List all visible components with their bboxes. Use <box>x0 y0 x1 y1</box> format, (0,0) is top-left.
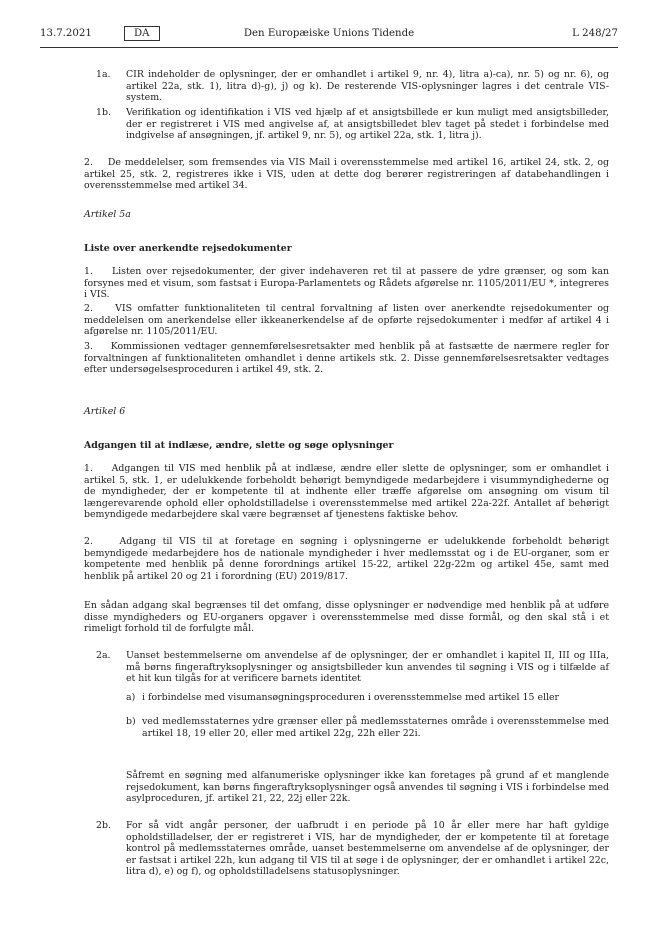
list-item-label: a) <box>126 692 136 703</box>
paragraph-label: 2b. <box>96 820 111 831</box>
paragraph-label: 1a. <box>96 69 111 80</box>
article-6-paragraph-2-continued: En sådan adgang skal begrænses til det omfang, disse oplysninger er nødvendige med henblik på at udføre disse myndigheders og EU-organers opgaver i overensstemmelse med disse formål, og den skal stå i et rimeligt forhold til de forfulgte mål. <box>84 600 609 635</box>
list-item-label: b) <box>126 716 136 727</box>
header-rule <box>40 47 618 48</box>
paragraph-2a <box>96 650 609 685</box>
paragraph-text: CIR indeholder de oplysninger, der er omhandlet i artikel 9, nr. 4), litra a)-ca), nr. 5) og nr. 6), og artikel 22a, stk. 1), litra d)-g), j) og k). De resterende VIS-oplysninger lagres i det centrale VIS-system. <box>126 69 609 104</box>
paragraph-text: 2. De meddelelser, som fremsendes via VIS Mail i overensstemmelse med artikel 16, artikel 24, stk. 2, og artikel 25, stk. 2, registreres ikke i VIS, uden at dette dog berører registreringen af databehandlingen i overensstemmelse med artikel 34. <box>84 157 612 192</box>
publication-date: 13.7.2021 <box>40 28 92 39</box>
list-item-text: ved medlemsstaternes ydre grænser eller på medlemsstaternes område i overensstemmelse med artikel 18, 19 eller 20, eller med artikel 22g, 22h eller 22i. <box>142 716 609 739</box>
list-item-a <box>126 692 609 704</box>
article-6-label: Artikel 6 <box>84 406 126 417</box>
paragraph-label: 2a. <box>96 650 111 661</box>
paragraph-label: 1b. <box>96 107 111 118</box>
article-5a-label: Artikel 5a <box>84 209 131 220</box>
paragraph-text: Uanset bestemmelserne om anvendelse af de oplysninger, der er omhandlet i kapitel II, III og IIIa, må børns fingeraftryksoplysninger og ansigtsbilleder kun anvendes til søgning i VIS og i tilfælde af et hit kun tilgås for at verificere barnets identitet <box>126 650 609 685</box>
page-number: L 248/27 <box>572 28 618 39</box>
paragraph-2 <box>84 157 612 192</box>
article-6-paragraph-1: 1. Adgangen til VIS med henblik på at indlæse, ændre eller slette de oplysninger, som er omhandlet i artikel 5, stk. 1, er udelukkende forbeholdt behørigt bemyndigede medarbejdere i visummyndighederne og de myndigheder, der er kompetente til at indhente eller træffe afgørelse om ansøgning om visum til længerevarende ophold eller opholdstilladelse i overensstemmelse med artikel 22a-22f. Antallet af behørigt bemyndigede medarbejdere skal være begrænset af tjenestens faktiske behov. <box>84 463 612 521</box>
page-header <box>40 26 618 42</box>
list-item-text: i forbindelse med visumansøgningsproceduren i overensstemmelse med artikel 15 eller <box>142 692 560 703</box>
paragraph-2a-tail: Såfremt en søgning med alfanumeriske oplysninger ikke kan foretages på grund af et manglende rejsedokument, kan børns fingeraftryksoplysninger også anvendes til søgning i VIS i forbindelse med asylproceduren, jf. artikel 21, 22, 22j eller 22k. <box>126 770 609 805</box>
language-badge: DA <box>124 26 160 41</box>
paragraph-1a <box>96 69 609 104</box>
list-item-b <box>126 716 609 739</box>
article-5a-paragraph-1: 1. Listen over rejsedokumenter, der giver indehaveren ret til at passere de ydre grænser, og som kan forsynes med et visum, som fastsat i Europa-Parlamentets og Rådets afgørelse nr. 1105/2011/EU *, integreres i VIS. <box>84 266 612 301</box>
article-5a-paragraph-3: 3. Kommissionen vedtager gennemførelsesretsakter med henblik på at fastsætte de nærmere regler for forvaltningen af funktionaliteten omhandlet i denne artikels stk. 2. Disse gennemførelsesretsakter vedtages efter undersøgelsesproceduren i artikel 49, stk. 2. <box>84 341 612 376</box>
journal-title: Den Europæiske Unions Tidende <box>243 28 415 39</box>
paragraph-text: Verifikation og identifikation i VIS ved hjælp af et ansigtsbillede er kun muligt med ansigtsbilleder, der er registreret i VIS med angivelse af, at ansigtsbilledet blev taget på stedet i forbindelse med indgivelse af ansøgningen, jf. artikel 9, nr. 5), og artikel 22a, stk. 1, litra j). <box>126 107 609 142</box>
article-6-title: Adgangen til at indlæse, ændre, slette og søge oplysninger <box>84 440 394 451</box>
article-5a-title: Liste over anerkendte rejsedokumenter <box>84 243 292 254</box>
paragraph-2b <box>96 820 609 878</box>
paragraph-1b <box>96 107 609 142</box>
article-6-paragraph-2: 2. Adgang til VIS til at foretage en søgning i oplysningerne er udelukkende forbeholdt behørigt bemyndigede medarbejdere hos de nationale myndigheder i hver medlemsstat og i de EU-organer, som er kompetente med henblik på denne forordnings artikel 15-22, artikel 22g-22m og artikel 45e, samt med henblik på artikel 20 og 21 i forordning (EU) 2019/817. <box>84 536 612 582</box>
paragraph-text: For så vidt angår personer, der uafbrudt i en periode på 10 år eller mere har haft gyldige opholdstilladelser, der er registreret i VIS, har de myndigheder, der er kompetente til at foretage kontrol på medlemsstaternes område, uanset bestemmelserne om anvendelse af de oplysninger, der er fastsat i artikel 22h, kun adgang til VIS til at søge i de oplysninger, der er omhandlet i artikel 22c, litra d), e) og f), og opholdstilladelsens statusoplysninger. <box>126 820 609 878</box>
article-5a-paragraph-2: 2. VIS omfatter funktionaliteten til central forvaltning af listen over anerkendte rejsedokumenter og meddelelsen om anerkendelse eller ikkeanerkendelse af de opførte rejsedokumenter i medfør af artikel 4 i afgørelse nr. 1105/2011/EU. <box>84 303 612 338</box>
